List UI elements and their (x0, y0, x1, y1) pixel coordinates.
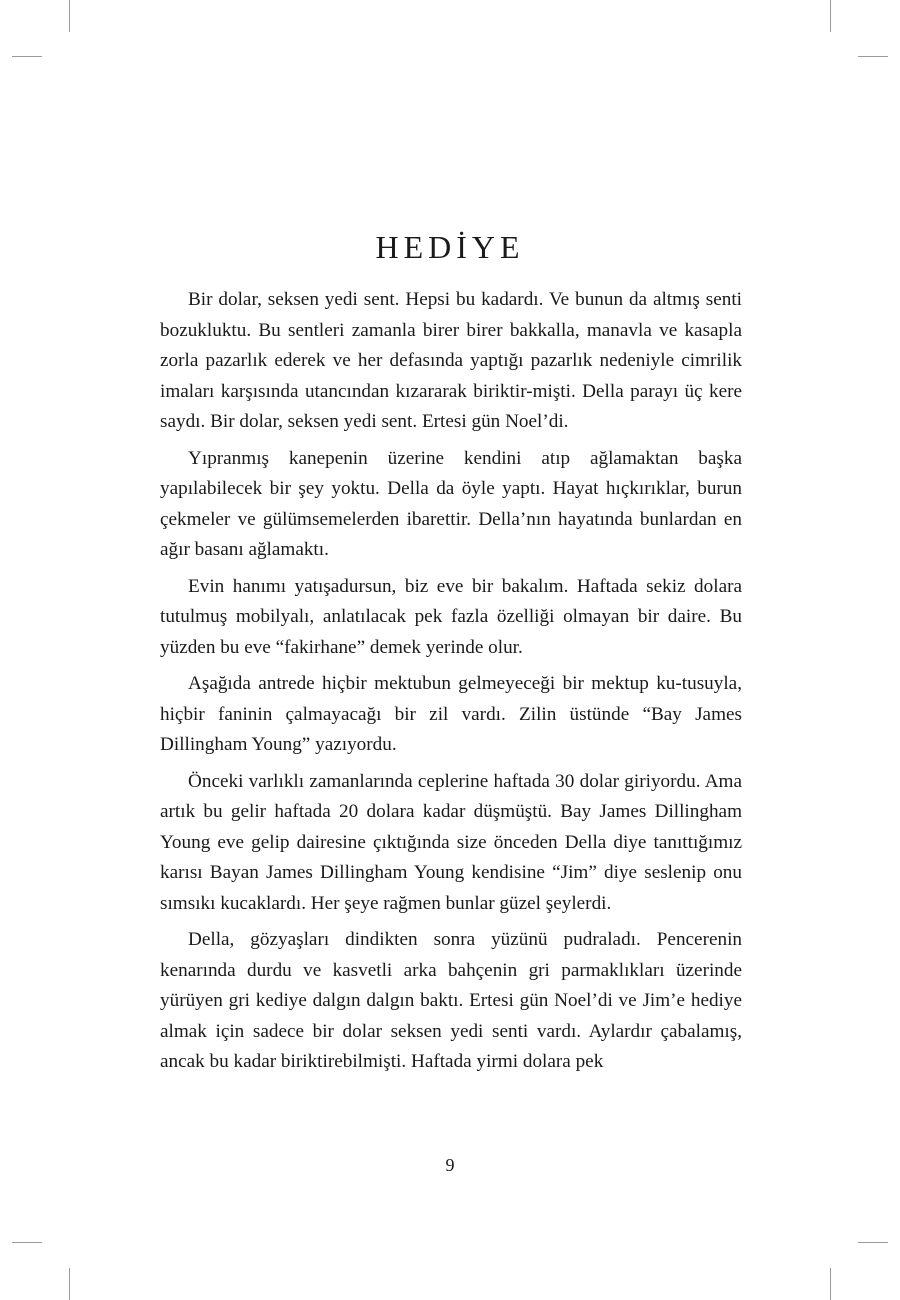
crop-mark-top-left-horizontal (12, 56, 42, 57)
crop-mark-bottom-right-vertical (830, 1268, 831, 1300)
crop-mark-top-left-vertical (69, 0, 70, 32)
paragraph: Evin hanımı yatışadursun, biz eve bir bakalım. Haftada sekiz dolara tutulmuş mobilyalı, anlatılacak pek fazla özelliği olmayan bir daire. Bu yüzden bu eve “fakirhane” demek yerinde olur. (160, 575, 742, 658)
paragraph: Della, gözyaşları dindikten sonra yüzünü pudraladı. Pencerenin kenarında durdu ve kasvetli arka bahçenin gri parmaklıkları üzerinde yürüyen gri kediye dalgın dalgın baktı. Ertesi gün Noel’di ve Jim’e hediye almak için sadece bir dolar seksen yedi senti vardı. Aylardır çabalamış, ancak bu kadar biriktirebilmişti. Haftada yirmi dolara pek (160, 929, 742, 1072)
crop-mark-bottom-right-horizontal (858, 1242, 888, 1243)
paragraph: Bir dolar, seksen yedi sent. Hepsi bu kadardı. Ve bunun da altmış senti bozukluktu. Bu sentleri zamanla birer birer bakkalla, manavla ve kasapla zorla pazarlık ederek ve her defasında yaptığı pazarlık nedeniyle cimrilik imaları karşısında utancından kızararak biriktir-mişti. Della parayı üç kere saydı. Bir dolar, seksen yedi sent. Ertesi gün Noel’di. (160, 289, 742, 432)
paragraph: Aşağıda antrede hiçbir mektubun gelmeyeceği bir mektup ku-tusuyla, hiçbir faninin çalmayacağı bir zil vardı. Zilin üstünde “Bay James Dillingham Young” yazıyordu. (160, 673, 742, 755)
crop-mark-top-right-vertical (830, 0, 831, 32)
crop-mark-bottom-left-horizontal (12, 1242, 42, 1243)
paragraph: Önceki varlıklı zamanlarında ceplerine haftada 30 dolar giriyordu. Ama artık bu gelir haftada 20 dolara kadar düşmüştü. Bay James Dillingham Young eve gelip dairesine çıktığında size önceden Della diye tanıttığımız karısı Bayan James Dillingham Young kendisine “Jim” diye seslenip onu sımsıkı kucaklardı. Her şeye rağmen bunlar güzel şeylerdi. (160, 770, 742, 914)
chapter-body (160, 285, 742, 1084)
paragraph: Yıpranmış kanepenin üzerine kendini atıp ağlamaktan başka yapılabilecek bir şey yoktu. Della da öyle yaptı. Hayat hıçkırıklar, burun çekmeler ve gülümsemelerden ibarettir. Della’nın hayatında bunlardan en ağır basanı ağlamaktı. (160, 447, 742, 560)
crop-mark-top-right-horizontal (858, 56, 888, 57)
page-number: 9 (445, 1155, 455, 1175)
crop-mark-bottom-left-vertical (69, 1268, 70, 1300)
chapter-title: HEDİYE (375, 229, 525, 265)
